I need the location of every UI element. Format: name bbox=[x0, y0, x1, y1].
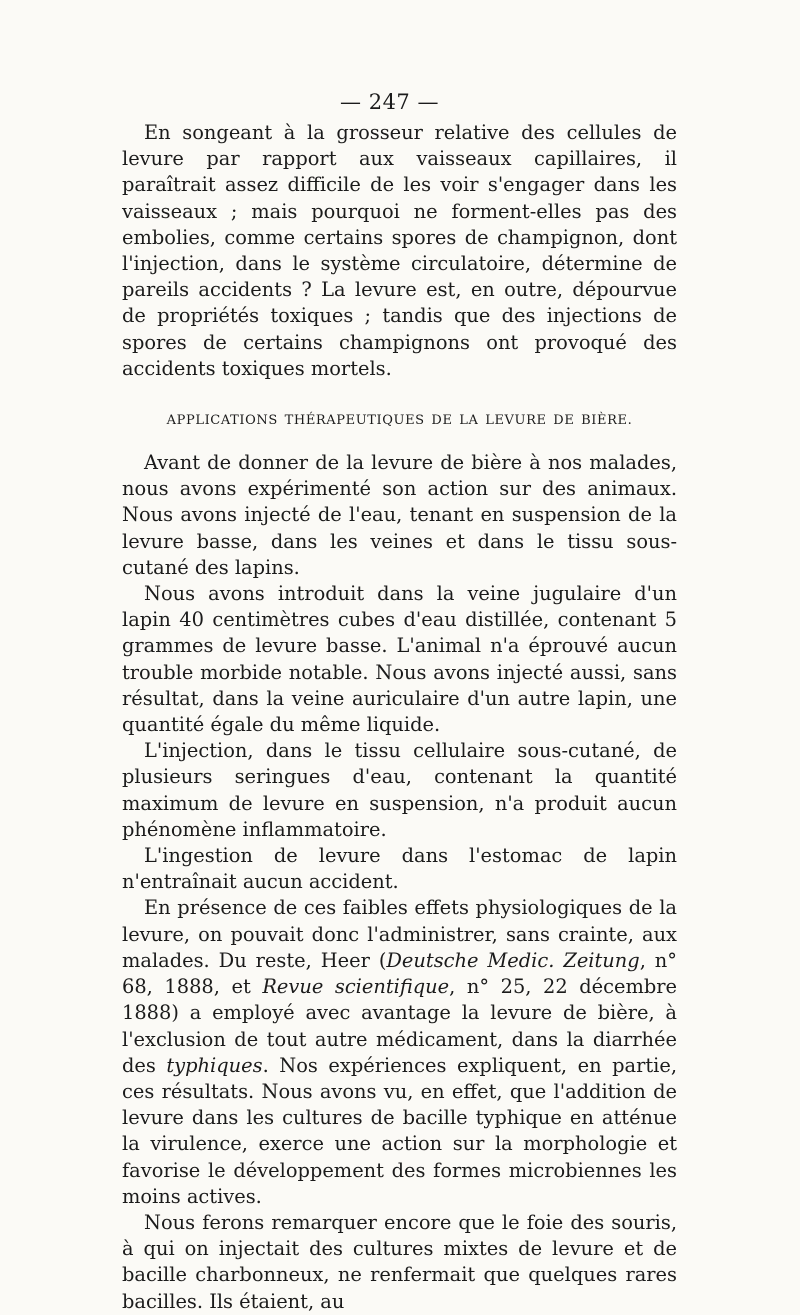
term-typhiques: typhiques bbox=[166, 1053, 263, 1077]
paragraph-ingestion: L'ingestion de levure dans l'estomac de lapin n'entraînait aucun accident. bbox=[122, 844, 677, 894]
book-page bbox=[122, 88, 677, 1315]
text-segment: , n° 25, 22 décembre 1888) a employé avec avantage la levure de bière, à l'exclusion de tout autre médicament, dans la diarrhée des bbox=[122, 975, 678, 1077]
citation-revue-scientifique: Revue scientifique bbox=[262, 975, 450, 999]
citation-deutsche-medic: Deutsche Medic. Zeitung bbox=[386, 948, 640, 972]
page-number: — 247 — bbox=[340, 90, 439, 114]
section-heading: APPLICATIONS THÉRAPEUTIQUES DE LA LEVURE DE BIÈRE. bbox=[166, 413, 633, 429]
paragraph-experiments-animals: Avant de donner de la levure de bière à nos malades, nous avons expérimenté son action sur des animaux. Nous avons injecté de l'eau, tenant en suspension de la levure basse, dans les veines et dans le tissu sous-cutané des lapins. bbox=[122, 451, 677, 579]
paragraph-therapeutic-use bbox=[122, 895, 677, 1209]
text-segment: En présence de ces faibles effets physiologiques de la levure, on pouvait donc l'administrer, sans crainte, aux malades. Du reste, Heer ( bbox=[122, 896, 677, 972]
text-segment: . Nos expériences expliquent, en partie, ces résultats. Nous avons vu, en effet, que l'addition de levure dans les cultures de bacille typhique en atténue la virulence, exerce une action sur la morphologie et favorise le développement des formes microbiennes les moins actives. bbox=[122, 1053, 677, 1208]
paragraph-subcutaneous-injection: L'injection, dans le tissu cellulaire sous-cutané, de plusieurs seringues d'eau, contenant la quantité maximum de levure en suspension, n'a produit aucun phénomène inflammatoire. bbox=[122, 739, 677, 841]
paragraph-embolies: En songeant à la grosseur relative des cellules de levure par rapport aux vaisseaux capillaires, il paraîtrait assez difficile de les voir s'engager dans les vaisseaux ; mais pourquoi ne forment-elles pas des embolies, comme certains spores de champignon, dont l'injection, dans le système circulatoire, détermine de pareils accidents ? La levure est, en outre, dépourvue de propriétés toxiques ; tandis que des injections de spores de certains champignons ont provoqué des accidents toxiques mortels. bbox=[122, 121, 677, 380]
paragraph-mouse-liver: Nous ferons remarquer encore que le foie des souris, à qui on injectait des cultures mixtes de levure et de bacille charbonneux, ne renfermait que quelques rares bacilles. Ils étaient, au bbox=[122, 1210, 677, 1313]
text-segment: , n° 68, 1888, et bbox=[122, 948, 677, 999]
paragraph-jugular-injection: Nous avons introduit dans la veine jugulaire d'un lapin 40 centimètres cubes d'eau distillée, contenant 5 grammes de levure basse. L'animal n'a éprouvé aucun trouble morbide notable. Nous avons injecté aussi, sans résultat, dans la veine auriculaire d'un autre lapin, une quantité égale du même liquide. bbox=[122, 582, 677, 737]
